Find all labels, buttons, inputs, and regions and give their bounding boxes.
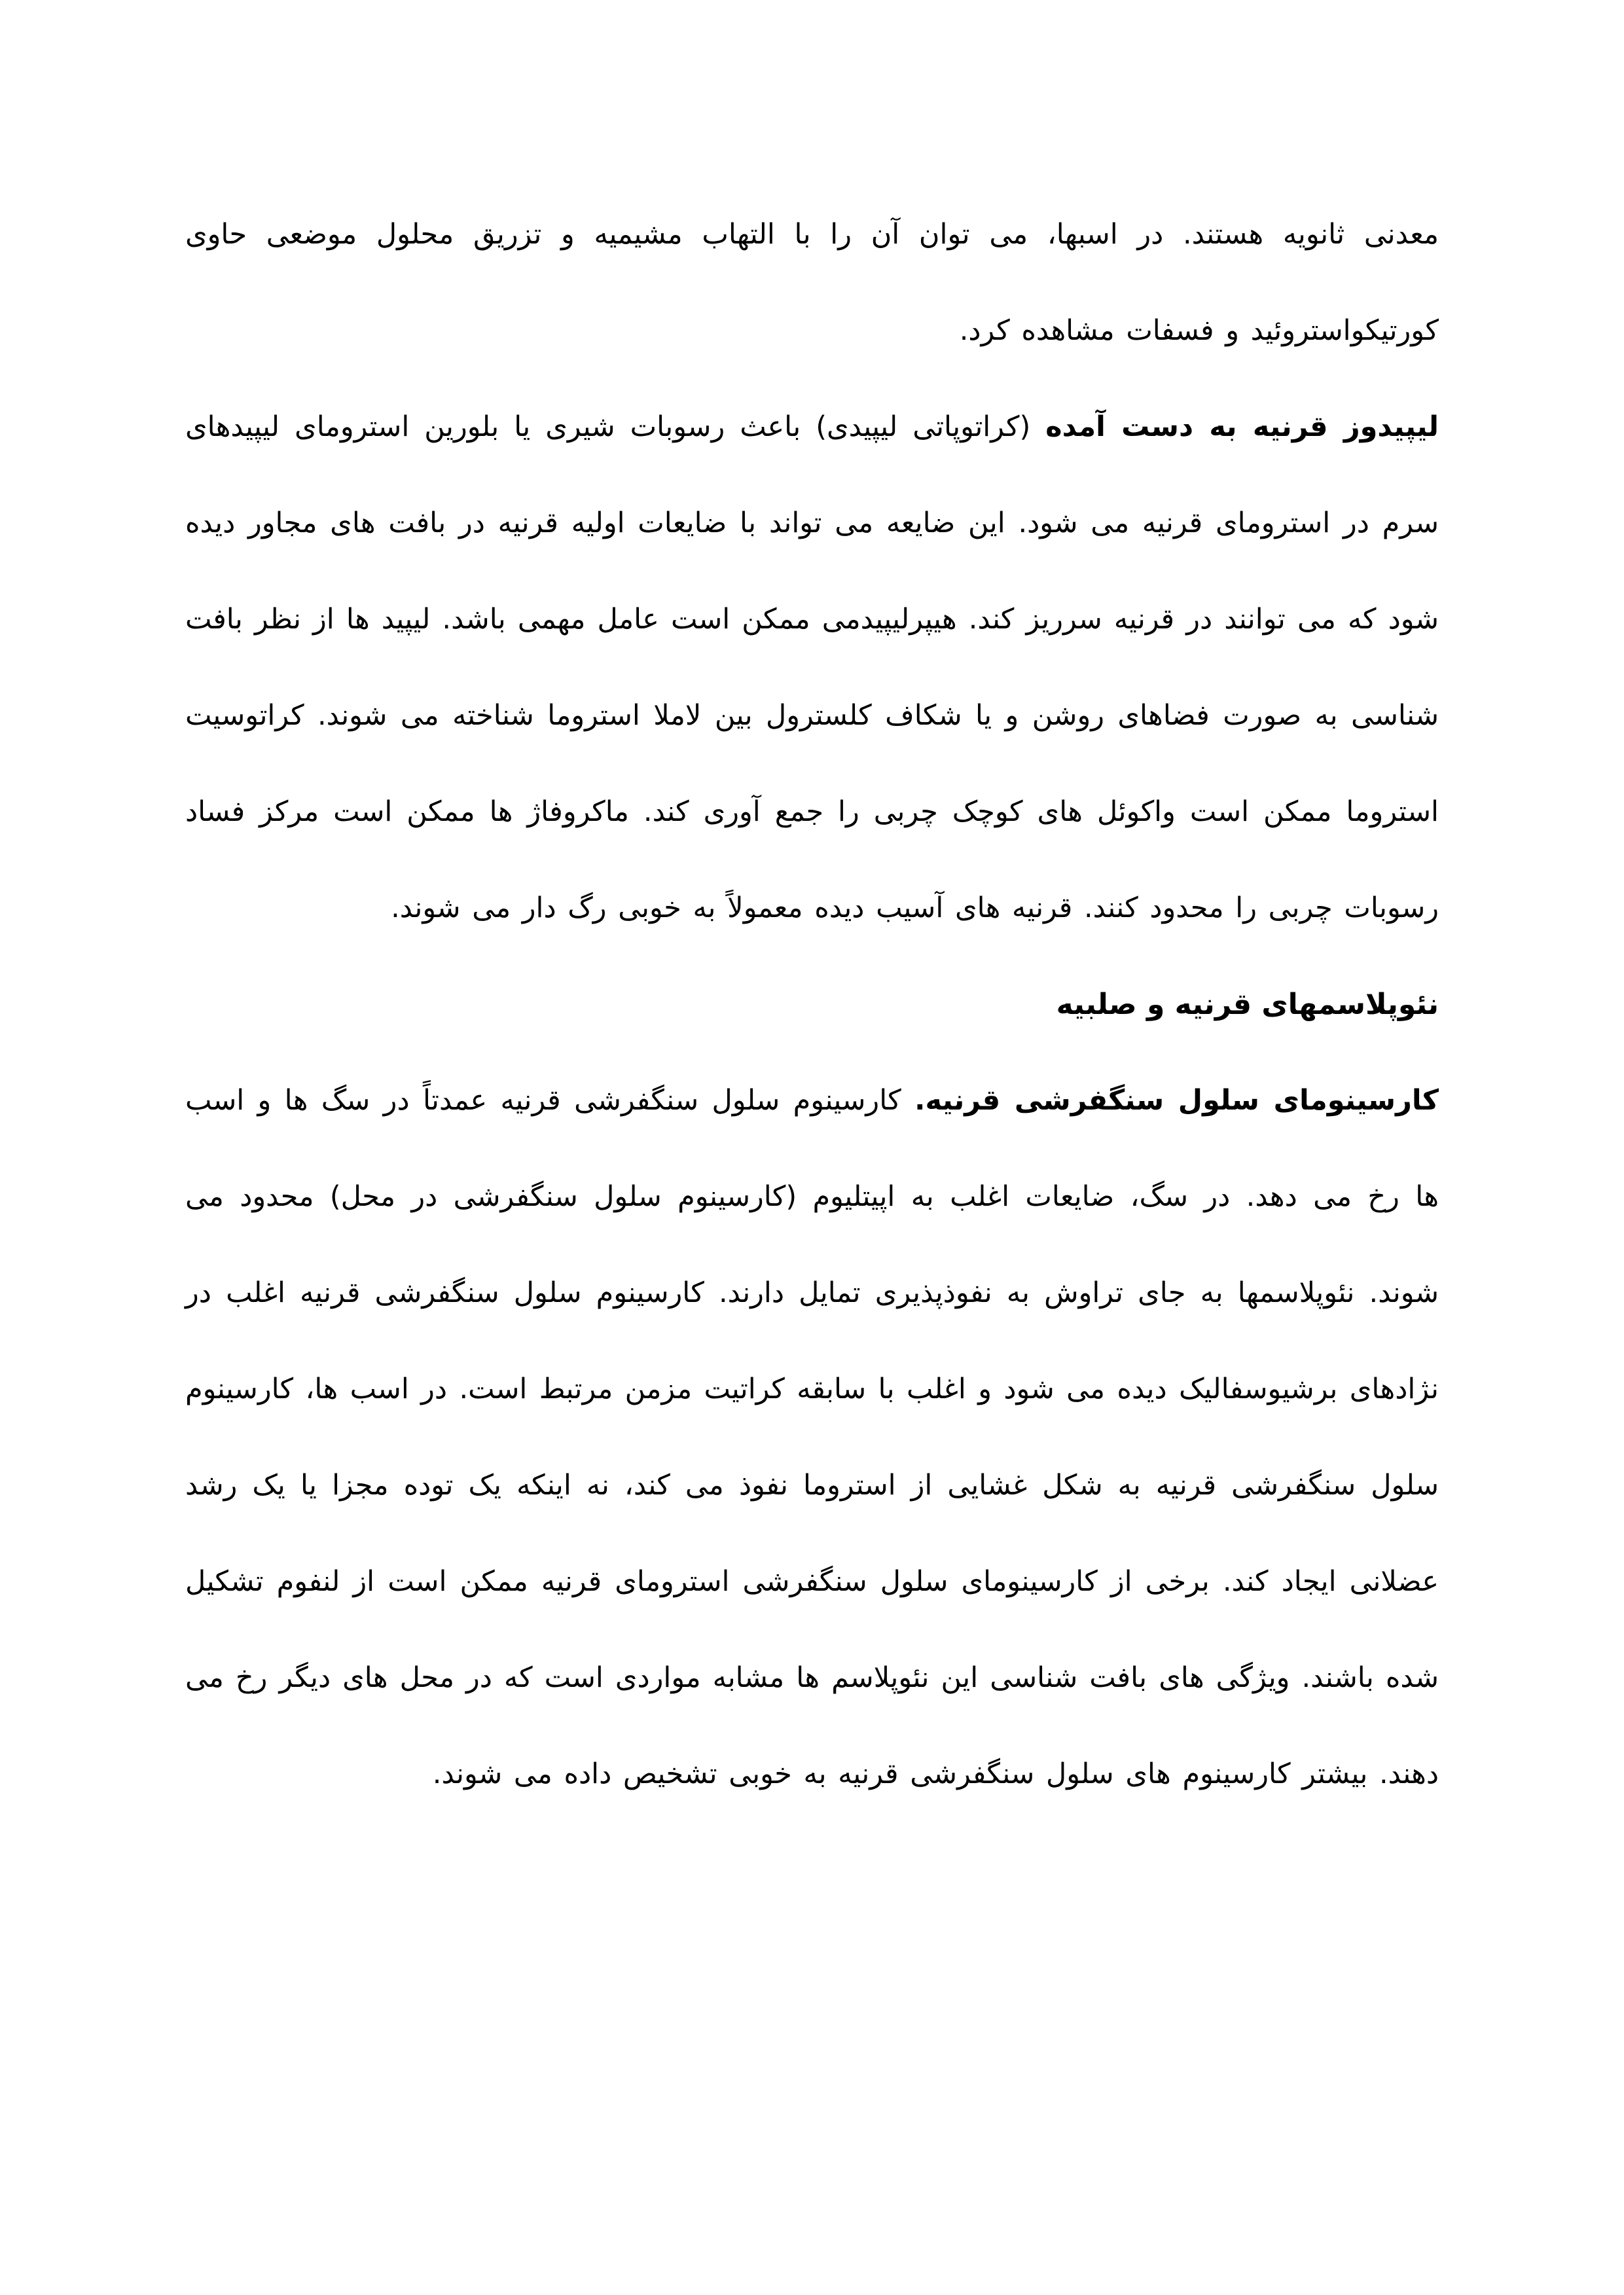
section-heading-corneal-scleral-neoplasms — [185, 956, 1439, 1053]
paragraph-body-text: کارسینوم سلول سنگفرشی قرنیه عمدتاً در سگ ها و اسب ها رخ می دهد. در سگ، ضایعات اغلب به اپیتلیوم (کارسینوم سلول سنگفرشی در محل) محدود می شوند. نئوپلاسمها به جای تراوش به نفوذپذیری تمایل دارند. کارسینوم سلول سنگفرشی قرنیه اغلب در نژادهای برشیوسفالیک دیده می شود و اغلب با سابقه کراتیت مزمن مرتبط است. در اسب ها، کارسینوم سلول سنگفرشی قرنیه به شکل غشایی از استروما نفوذ می کند، نه اینکه یک توده مجزا یا یک رشد عضلانی ایجاد کند. برخی از کارسینومای سلول سنگفرشی استرومای قرنیه ممکن است از لنفوم تشکیل شده باشند. ویژگی های بافت شناسی این نئوپلاسم ها مشابه مواردی است که در محل های دیگر رخ می دهند. بیشتر کارسینوم های سلول سنگفرشی قرنیه به خوبی تشخیص داده می شوند. — [185, 1084, 1439, 1790]
paragraph-lead-text: کارسینومای سلول سنگفرشی قرنیه. — [914, 1084, 1439, 1117]
paragraph-body-text: (کراتوپاتی لیپیدی) باعث رسوبات شیری یا بلورین استرومای لیپیدهای سرم در استرومای قرنیه می شود. این ضایعه می تواند با ضایعات اولیه قرنیه در بافت های مجاور دیده شود که می توانند در قرنیه سرریز کند. هیپرلیپیدمی ممکن است عامل مهمی باشد. لیپید ها از نظر بافت شناسی به صورت فضاهای روشن و یا شکاف کلسترول بین لاملا استروما شناخته می شوند. کراتوسیت استروما ممکن است واکوئل های کوچک چربی را جمع آوری کند. ماکروفاژ ها ممکن است مرکز فساد رسوبات چربی را محدود کنند. قرنیه های آسیب دیده معمولاً به خوبی رگ دار می شوند. — [185, 410, 1439, 924]
paragraph-body-text: معدنی ثانویه هستند. در اسبها، می توان آن را با التهاب مشیمیه و تزریق محلول موضعی حاوی کورتیکواستروئید و فسفات مشاهده کرد. — [185, 218, 1439, 347]
section-heading-text: نئوپلاسمهای قرنیه و صلبیه — [1056, 988, 1439, 1021]
paragraph-corneal-lipidosis — [185, 379, 1439, 956]
paragraph-lead-text: لیپیدوز قرنیه به دست آمده — [1045, 410, 1439, 443]
paragraph-squamous-cell-carcinoma — [185, 1053, 1439, 1822]
paragraph-mineral-deposits-continuation — [185, 187, 1439, 379]
